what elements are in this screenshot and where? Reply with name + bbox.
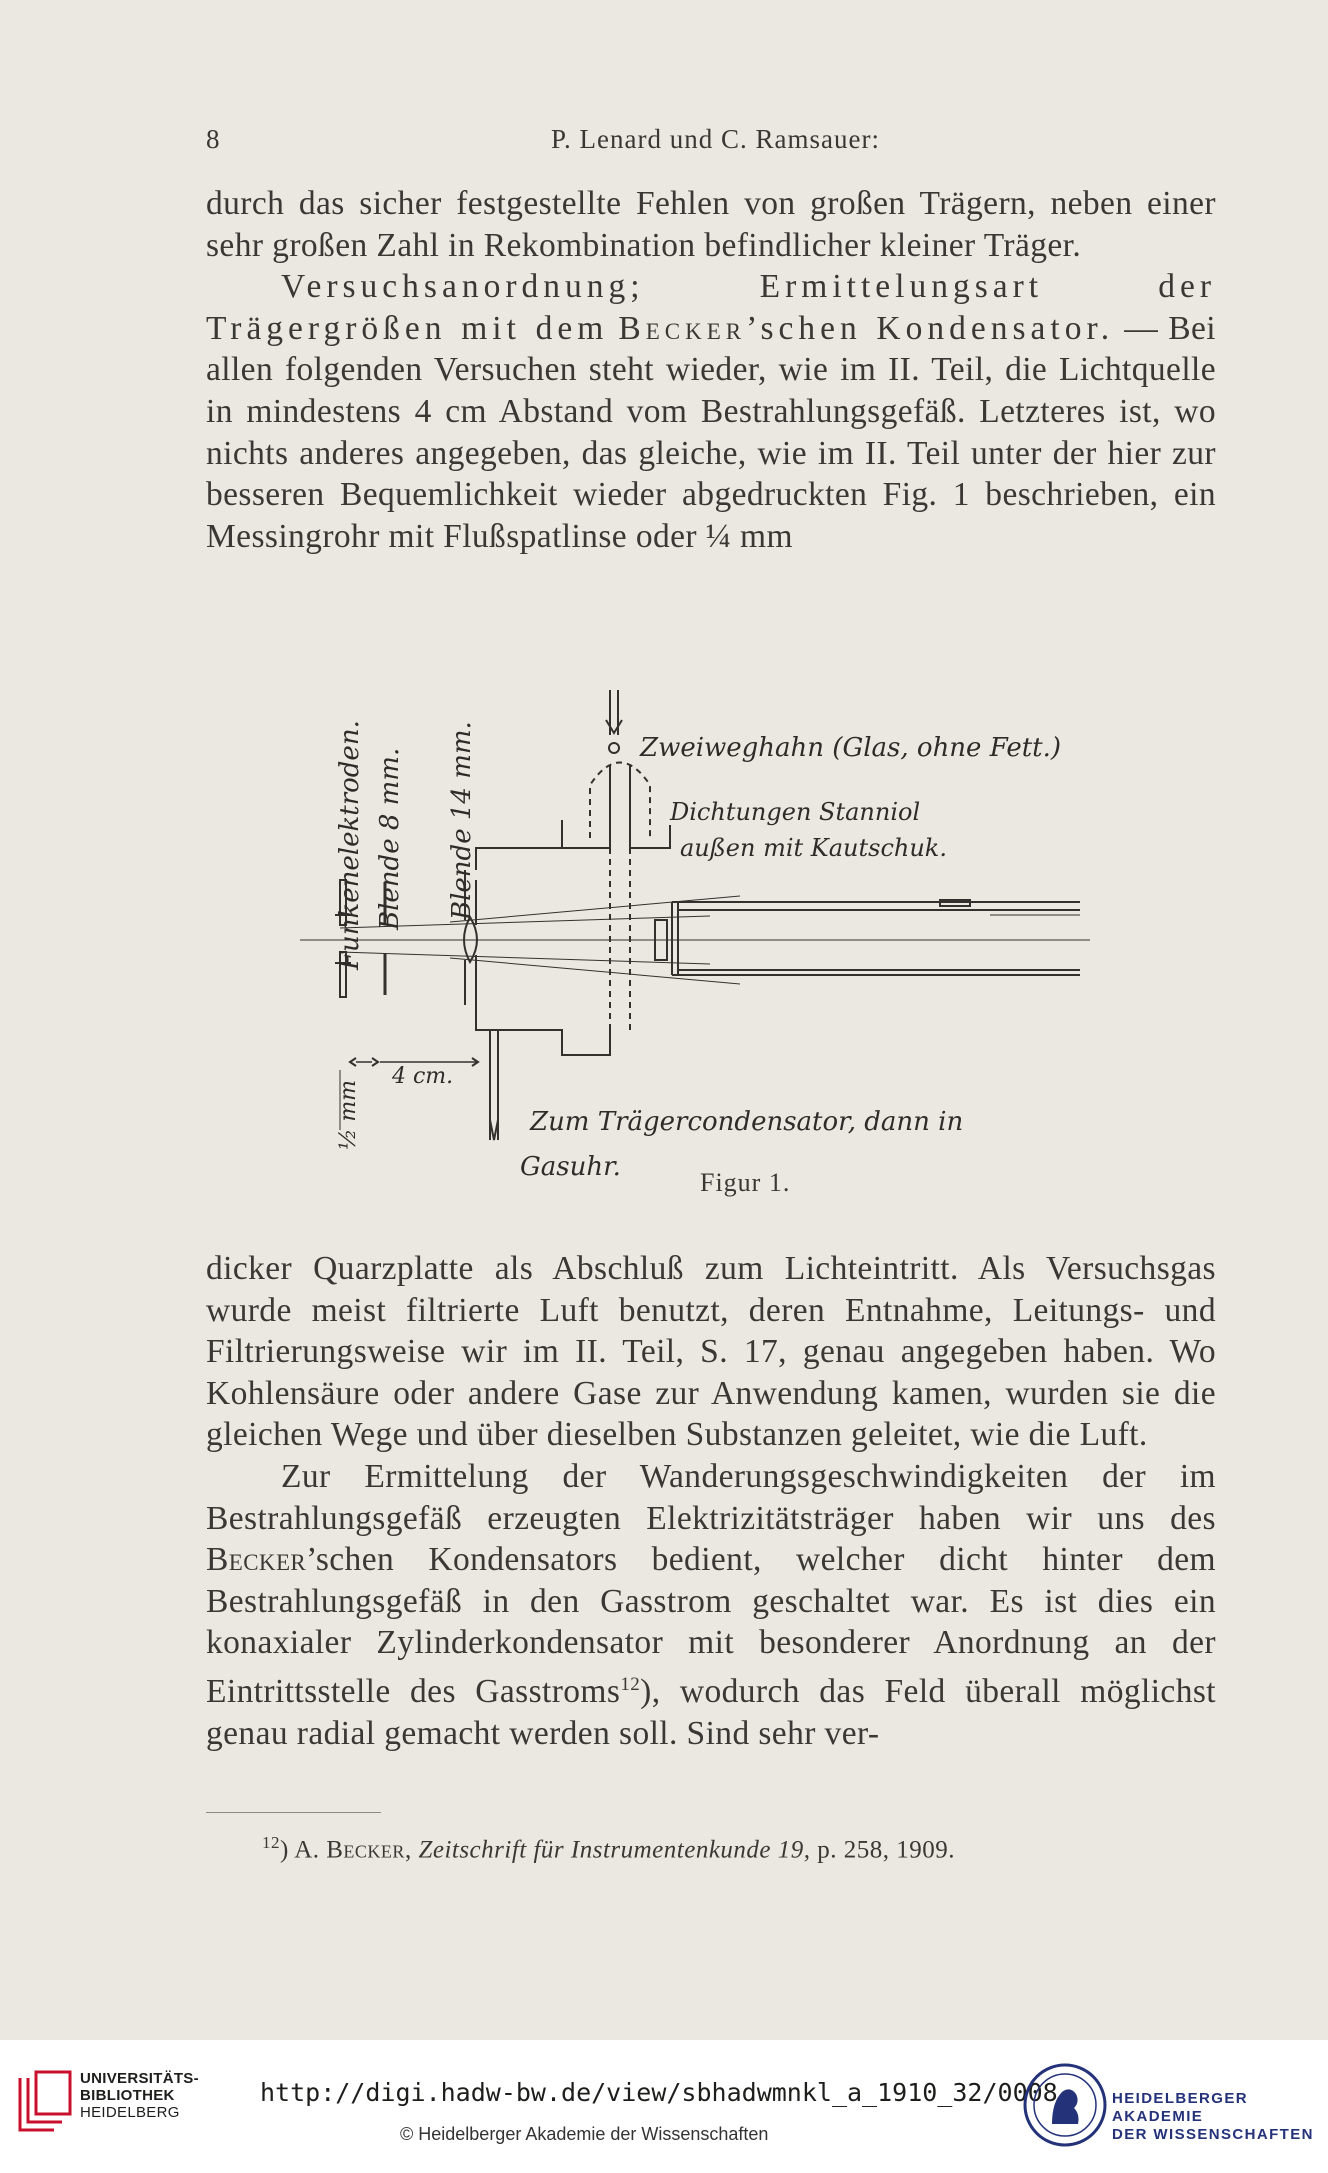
academy-line-1: HEIDELBERGER AKADEMIE — [1112, 2090, 1248, 2125]
footnote-marker: 12 — [262, 1833, 280, 1852]
viewer-footer — [0, 2040, 1328, 2173]
label-funkenelektroden: Funkenelektroden. — [335, 720, 365, 970]
paragraph-2 — [206, 266, 1216, 557]
author-becker: Becker — [618, 309, 747, 347]
section-heading-end: ’schen Kondensator. — [746, 309, 1115, 347]
running-title: P. Lenard und C. Ramsauer: — [551, 124, 880, 154]
footnote-author-pre: ) A. — [280, 1836, 320, 1864]
page-number: 8 — [206, 124, 221, 154]
university-library-logo-icon — [14, 2068, 76, 2140]
figure-caption: Figur 1. — [700, 1168, 791, 1197]
footnote-journal: Zeitschrift für Instrumentenkunde 19, — [418, 1836, 811, 1864]
library-line-2: BIBLIOTHEK — [80, 2087, 175, 2104]
footnote-ref-12[interactable]: 12 — [620, 1673, 641, 1695]
label-gasuhr: Gasuhr. — [520, 1152, 621, 1182]
label-half-mm: ½ mm — [336, 1079, 361, 1150]
running-head — [206, 124, 1216, 164]
paragraph-1: durch das sicher festgestellte Fehlen von großen Trägern, neben einer sehr großen Zahl in Rekombination befindlicher kleiner Träger. — [206, 185, 1216, 264]
footnote-author: Becker — [326, 1836, 405, 1864]
university-library-name — [80, 2070, 199, 2121]
figure-1 — [300, 670, 1100, 1210]
paragraph-4-c: ), wodurch das Feld überall möglichst genau radial gemacht werden soll. Sind sehr ver- — [206, 1673, 1217, 1752]
footnote-comma: , — [404, 1836, 412, 1864]
library-line-3: HEIDELBERG — [80, 2104, 180, 2121]
label-4cm: 4 cm. — [392, 1064, 454, 1089]
apparatus-diagram — [300, 670, 1100, 1210]
section-heading: Versuchsanordnung; Ermittelungsart der Trägergrößen mit dem — [206, 268, 1216, 347]
paragraph-2-text: — Bei allen folgenden Versuchen steht wieder, wie im II. Teil, die Lichtquelle in mindestens 4 cm Abstand vom Bestrahlungsgefäß. Letzteres ist, wo nichts anderes angegeben, das gleiche, wie im II. Teil unter der hier zur besseren Bequemlichkeit wieder abgedruckten Fig. 1 beschrieben, ein Messingrohr mit Flußspatlinse oder ¼ mm — [206, 309, 1216, 555]
label-zweiweghahn: Zweiweghahn (Glas, ohne Fett.) — [640, 733, 1062, 763]
paragraph-4 — [206, 1456, 1216, 1754]
copyright-notice: © Heidelberger Akademie der Wissenschaften — [400, 2124, 769, 2144]
label-dichtungen: Dichtungen Stanniol — [670, 798, 921, 826]
body-text-bottom — [206, 1248, 1216, 1754]
footnote-pages: p. 258, 1909. — [817, 1836, 956, 1864]
paragraph-3: dicker Quarzplatte als Abschluß zum Lichteintritt. Als Versuchsgas wurde meist filtrierte Luft benutzt, deren Entnahme, Leitungs- und Filtrierungsweise wir im II. Teil, S. 17, genau angegeben haben. Wo Kohlensäure oder andere Gase zur Anwendung kamen, wurden sie die gleichen Wege und über dieselben Substanzen geleitet, wie die Luft. — [206, 1250, 1216, 1454]
body-text-top — [206, 183, 1216, 557]
academy-name — [1112, 2090, 1328, 2144]
paragraph-4-b: ’schen Kondensators bedient, welcher dicht hinter dem Bestrahlungsgefäß in den Gasstrom geschaltet war. Es ist dies ein konaxialer Zylinderkondensator mit besonderer Anordnung an der Eintrittsstelle des Gasstroms — [206, 1541, 1216, 1711]
glass-dome — [590, 763, 650, 839]
academy-line-2: DER WISSENSCHAFTEN — [1112, 2126, 1314, 2143]
footnote-12 — [262, 1833, 955, 1864]
label-aussen-kautschuk: außen mit Kautschuk. — [680, 834, 947, 862]
permalink-url[interactable]: http://digi.hadw-bw.de/view/sbhadwmnkl_a_1910_32/0008 — [260, 2078, 1058, 2107]
label-blende-8mm: Blende 8 mm. — [375, 747, 405, 930]
label-blende-14mm: Blende 14 mm. — [447, 721, 477, 920]
footnote-rule — [206, 1812, 381, 1813]
library-line-1: UNIVERSITÄTS- — [80, 2070, 199, 2087]
academy-seal-icon — [1022, 2062, 1108, 2148]
label-zum-traegercondensator: Zum Trägercondensator, dann in — [530, 1107, 964, 1137]
paragraph-4-a: Zur Ermittelung der Wanderungsgeschwindigkeiten der im Bestrahlungsgefäß erzeugten Elektrizitätsträger haben wir uns des — [206, 1457, 1216, 1537]
author-becker-2: Becker — [206, 1541, 307, 1579]
